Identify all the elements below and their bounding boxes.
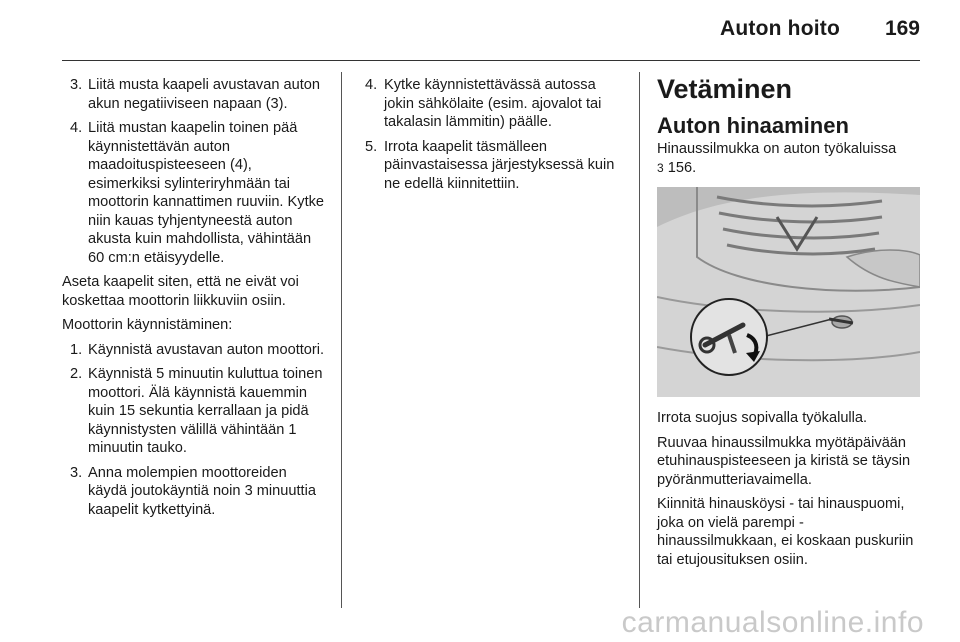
page-header — [0, 0, 960, 62]
list-item: 3. Anna molempien moottoreiden käydä joutokäyntiä noin 3 minuuttia kaapelit kytkettyinä. — [70, 464, 316, 518]
subsection-heading: Auton hinaaminen — [657, 113, 849, 138]
column-1 — [62, 76, 328, 525]
paragraph: Irrota suojus sopivalla työkalulla. — [657, 410, 868, 426]
list-item: 4. Liitä mustan kaapelin toinen pää käynnistettävän auton maadoituspisteeseen (4), esimerkiksi sylinteriryhmään tai moottorin kannattimen ruuviin. Kytke niin kauas tyhjentyneestä auton akusta kuin mahdollista, vähintään 60 cm:n etäisyydelle. — [70, 120, 325, 266]
list-item: 1. Käynnistä avustavan auton moottori. — [70, 341, 325, 358]
page-number: 169 — [884, 17, 920, 40]
paragraph: Aseta kaapelit siten, että ne eivät voi koskettaa moottorin liikkuviin osiin. — [62, 274, 299, 309]
list-item: 5. Irrota kaapelit täsmälleen päinvastaisessa järjestyksessä kuin ne edellä kiinnitettiin. — [365, 138, 615, 192]
step-list-b — [62, 341, 328, 520]
column-3 — [657, 74, 923, 575]
watermark: carmanualsonline.info — [621, 606, 924, 639]
step-list-a — [62, 76, 328, 267]
step-list-c — [360, 76, 626, 193]
paragraph: Ruuvaa hinaussilmukka myötäpäivään etuhinauspisteeseen ja kiristä se täysin pyöränmutteriavaimella. — [657, 434, 911, 488]
column-divider-2 — [639, 72, 640, 608]
section-title: Auton hoito — [720, 17, 840, 40]
list-item: 2. Käynnistä 5 minuutin kuluttua toinen moottori. Älä käynnistä kauemmin kuin 15 sekuntia kerrallaan ja pidä käynnistysten välillä vähintään 1 minuutin tauko. — [70, 366, 323, 456]
section-heading: Vetäminen — [657, 74, 793, 104]
paragraph: Moottorin käynnistäminen: — [62, 317, 233, 333]
towing-eye-illustration — [657, 187, 920, 397]
page-reference[interactable]: 156. — [667, 159, 697, 176]
column-2 — [360, 76, 626, 199]
towing-eye-drawing — [657, 187, 920, 397]
list-item: 3. Liitä musta kaapeli avustavan auton akun negatiiviseen napaan (3). — [70, 77, 321, 112]
page-reference-arrow-icon: 3 — [657, 160, 664, 175]
paragraph: Hinaussilmukka on auton työkaluissa 3 156. — [657, 141, 897, 176]
column-divider-1 — [341, 72, 342, 608]
paragraph: Kiinnitä hinausköysi - tai hinauspuomi, joka on vielä parempi - hinaussilmukkaan, ei koskaan puskuriin tai etujousituksen osiin. — [657, 496, 914, 568]
list-item: 4. Kytke käynnistettävässä autossa jokin sähkölaite (esim. ajovalot tai takalasin lämmitin) päälle. — [365, 77, 602, 130]
header-rule — [62, 60, 920, 61]
